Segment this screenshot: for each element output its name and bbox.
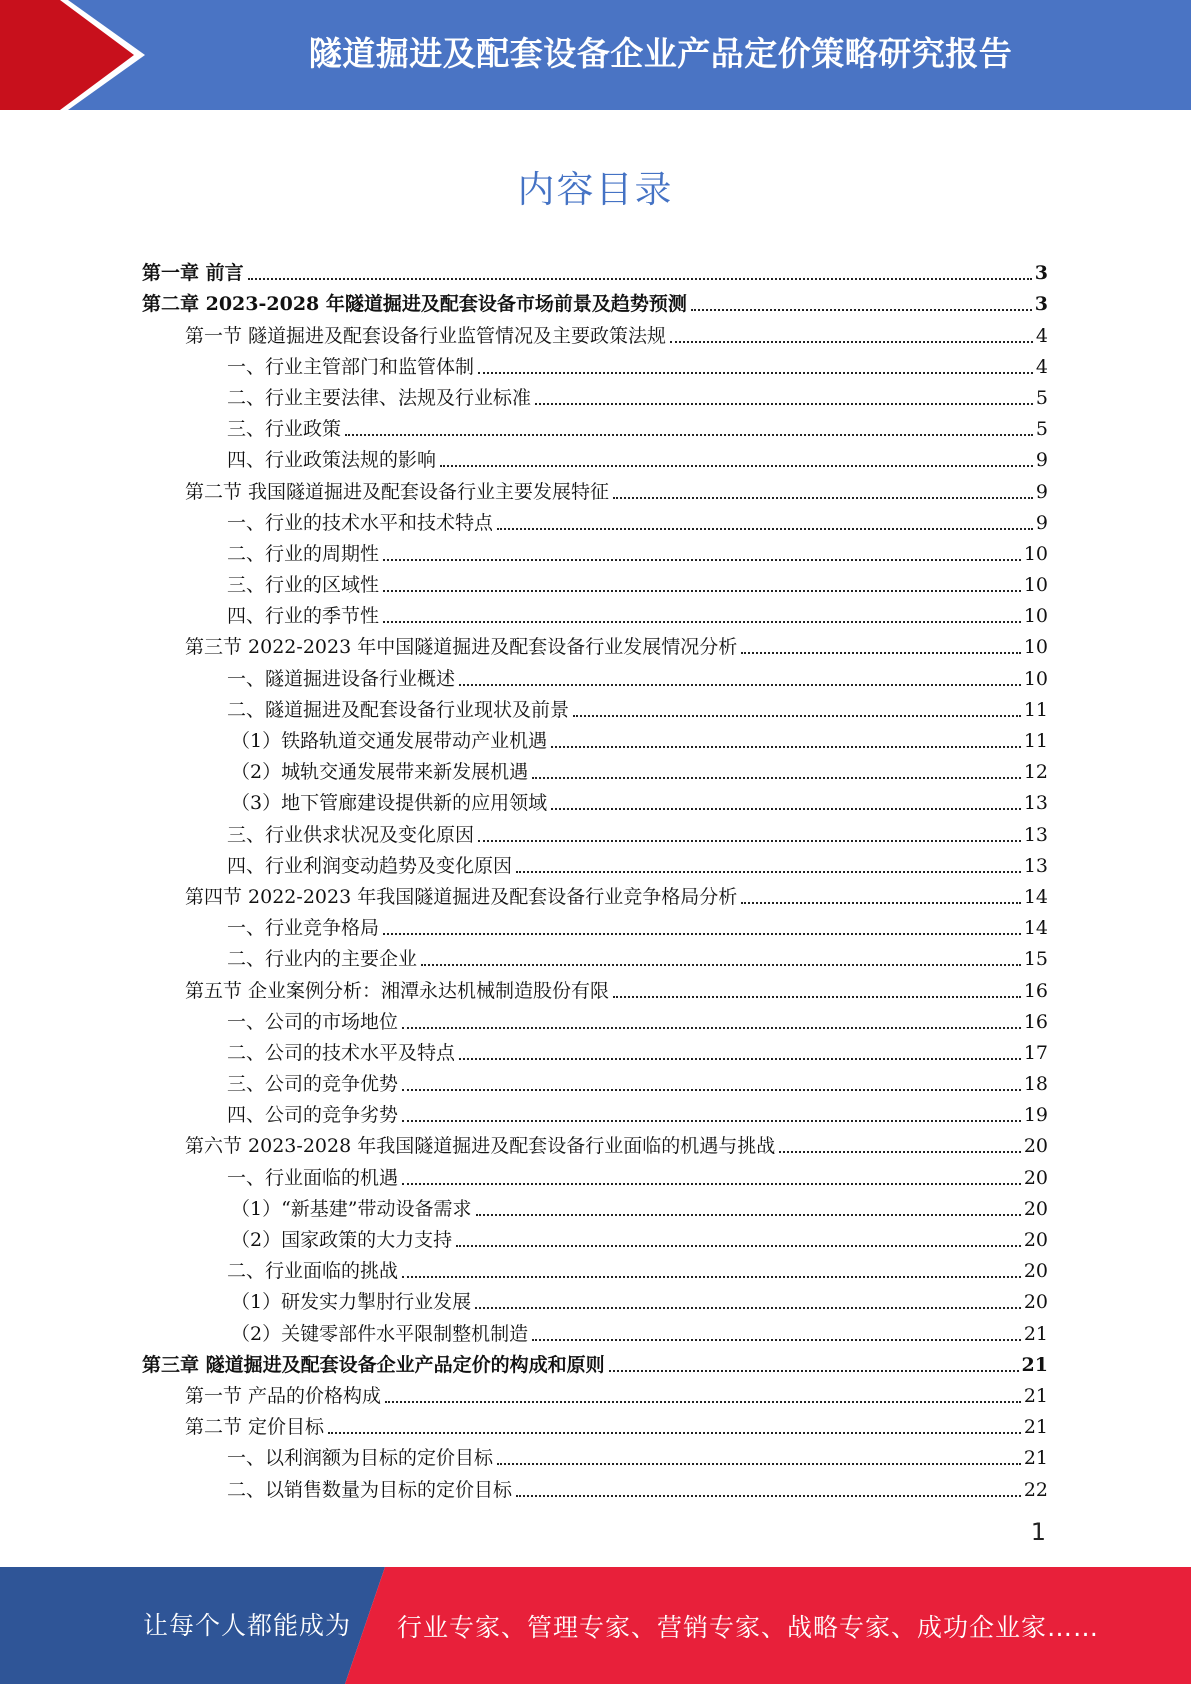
toc-entry-page: 10 <box>1023 542 1048 565</box>
toc-dot-leader <box>741 902 1021 904</box>
toc-dot-leader <box>516 1495 1021 1497</box>
toc-dot-leader <box>402 1120 1021 1122</box>
toc-entry[interactable] <box>142 659 1048 690</box>
toc-entry-page: 20 <box>1023 1291 1048 1314</box>
footer-slogan-left: 让每个人都能成为 <box>143 1611 352 1640</box>
toc-entry-page: 21 <box>1023 1384 1048 1407</box>
toc-entry[interactable] <box>142 909 1048 940</box>
toc-entry[interactable] <box>142 753 1048 784</box>
toc-entry[interactable] <box>142 1252 1048 1283</box>
page-number: 1 <box>1030 1518 1046 1546</box>
toc-dot-leader <box>573 715 1021 717</box>
toc-entry-title: 第一节 产品的价格构成 <box>185 1384 382 1407</box>
toc-entry-title: （1）铁路轨道交通发展带动产业机遇 <box>231 730 548 752</box>
toc-entry-page: 16 <box>1023 979 1048 1002</box>
footer-band <box>0 1567 1191 1684</box>
toc-entry-page: 22 <box>1023 1478 1048 1501</box>
toc-dot-leader <box>402 1027 1021 1029</box>
toc-dot-leader <box>535 403 1033 405</box>
report-title: 隧道掘进及配套设备企业产品定价策略研究报告 <box>308 34 1013 73</box>
toc-entry-title: 三、行业政策 <box>227 418 342 441</box>
toc-entry-page: 20 <box>1023 1260 1048 1283</box>
toc-entry-page: 18 <box>1023 1073 1048 1096</box>
toc-entry-title: 四、行业的季节性 <box>227 605 380 628</box>
toc-dot-leader <box>383 590 1021 592</box>
toc-dot-leader <box>497 528 1033 530</box>
toc-entry-page: 4 <box>1035 355 1048 378</box>
toc-entry[interactable] <box>142 1003 1048 1034</box>
red-arrow-shape <box>0 0 160 110</box>
toc-entry[interactable] <box>142 504 1048 535</box>
toc-entry-page: 20 <box>1023 1166 1048 1189</box>
toc-entry[interactable] <box>142 1034 1048 1065</box>
toc-entry[interactable] <box>142 379 1048 410</box>
toc-entry-page: 9 <box>1035 449 1048 472</box>
toc-entry-page: 3 <box>1034 262 1048 285</box>
toc-entry-page: 14 <box>1023 917 1048 940</box>
toc-entry-title: 四、公司的竞争劣势 <box>227 1104 399 1127</box>
toc-dot-leader <box>478 372 1033 374</box>
toc-entry-page: 5 <box>1035 418 1048 441</box>
toc-entry-page: 10 <box>1023 667 1048 690</box>
toc-entry-title: 第三章 隧道掘进及配套设备企业产品定价的构成和原则 <box>142 1353 605 1376</box>
toc-entry[interactable] <box>142 784 1048 815</box>
toc-dot-leader <box>551 808 1021 810</box>
toc-entry[interactable] <box>142 1346 1048 1377</box>
toc-dot-leader <box>459 684 1021 686</box>
toc-entry[interactable] <box>142 472 1048 503</box>
toc-entry[interactable] <box>142 971 1048 1002</box>
toc-entry-title: 一、行业主管部门和监管体制 <box>227 355 475 378</box>
toc-dot-leader <box>532 777 1021 779</box>
toc-dot-leader <box>421 964 1021 966</box>
toc-entry[interactable] <box>142 847 1048 878</box>
toc-entry-title: （3）地下管廊建设提供新的应用领域 <box>231 792 548 815</box>
toc-entry-title: 三、行业的区域性 <box>227 574 380 597</box>
toc-entry[interactable] <box>142 940 1048 971</box>
toc-dot-leader <box>345 434 1033 436</box>
toc-dot-leader <box>532 1339 1021 1341</box>
toc-dot-leader <box>497 1463 1021 1465</box>
toc-entry-page: 21 <box>1021 1353 1048 1376</box>
toc-entry[interactable] <box>142 1096 1048 1127</box>
toc-entry-page: 13 <box>1023 792 1048 815</box>
toc-entry-page: 11 <box>1023 730 1048 752</box>
toc-dot-leader <box>402 1089 1021 1091</box>
toc-dot-leader <box>328 1432 1021 1434</box>
toc-entry[interactable] <box>142 566 1048 597</box>
toc-dot-leader <box>248 278 1032 280</box>
toc-entry-page: 10 <box>1023 605 1048 628</box>
toc-entry-title: 第六节 2023-2028 年我国隧道掘进及配套设备行业面临的机遇与挑战 <box>185 1135 776 1158</box>
toc-entry-title: 第三节 2022-2023 年中国隧道掘进及配套设备行业发展情况分析 <box>185 636 738 659</box>
toc-entry-title: （1）“新基建”带动设备需求 <box>231 1197 472 1220</box>
toc-entry-page: 20 <box>1023 1229 1048 1251</box>
toc-entry-title: 一、以利润额为目标的定价目标 <box>227 1447 494 1470</box>
toc-entry[interactable] <box>142 1065 1048 1096</box>
toc-entry-title: 一、公司的市场地位 <box>227 1010 399 1033</box>
toc-dot-leader <box>551 746 1021 748</box>
toc-heading: 内容目录 <box>517 168 674 211</box>
toc-entry-page: 11 <box>1023 698 1048 721</box>
toc-entry-page: 5 <box>1035 386 1048 409</box>
footer-slogan-right: 行业专家、管理专家、营销专家、战略专家、成功企业家…… <box>397 1613 1100 1642</box>
toc-entry[interactable] <box>142 722 1048 753</box>
toc-dot-leader <box>385 1401 1021 1403</box>
toc-entry-page: 21 <box>1023 1447 1048 1470</box>
toc-dot-leader <box>516 871 1021 873</box>
toc-dot-leader <box>402 1276 1021 1278</box>
toc-entry-title: 一、行业的技术水平和技术特点 <box>227 511 494 534</box>
toc-entry-title: 三、公司的竞争优势 <box>227 1073 399 1096</box>
toc-entry-page: 4 <box>1035 324 1048 347</box>
toc-entry-title: 四、行业政策法规的影响 <box>227 449 437 472</box>
toc-entry[interactable] <box>142 1158 1048 1189</box>
toc-entry-title: 第一节 隧道掘进及配套设备行业监管情况及主要政策法规 <box>185 324 667 347</box>
toc-entry-title: 二、行业内的主要企业 <box>227 948 418 971</box>
toc-entry-title: 二、以销售数量为目标的定价目标 <box>227 1478 513 1501</box>
toc-entry-title: 二、隧道掘进及配套设备行业现状及前景 <box>227 698 570 721</box>
toc-entry-title: 第四节 2022-2023 年我国隧道掘进及配套设备行业竞争格局分析 <box>185 885 738 908</box>
toc-dot-leader <box>609 1370 1019 1372</box>
toc-entry[interactable] <box>142 441 1048 472</box>
toc-entry[interactable] <box>142 254 1048 285</box>
toc-dot-leader <box>613 996 1021 998</box>
toc-entry[interactable] <box>142 348 1048 379</box>
toc-entry-page: 20 <box>1023 1135 1048 1158</box>
toc-entry[interactable] <box>142 597 1048 628</box>
toc-dot-leader <box>478 840 1021 842</box>
toc-dot-leader <box>613 497 1033 499</box>
toc-entry-title: 一、行业面临的机遇 <box>227 1166 399 1189</box>
toc-dot-leader <box>476 1214 1021 1216</box>
toc-entry-title: 第二节 定价目标 <box>185 1416 325 1439</box>
toc-entry-title: 第二节 我国隧道掘进及配套设备行业主要发展特征 <box>185 480 610 503</box>
toc-entry[interactable] <box>142 1439 1048 1470</box>
toc-entry-title: 四、行业利润变动趋势及变化原因 <box>227 854 513 877</box>
toc-entry-page: 13 <box>1023 823 1048 846</box>
toc-entry-page: 13 <box>1023 854 1048 877</box>
header-band <box>0 0 1191 110</box>
toc-entry-title: 第五节 企业案例分析：湘潭永达机械制造股份有限 <box>185 979 610 1002</box>
toc-dot-leader <box>440 465 1033 467</box>
toc-entry-page: 21 <box>1023 1416 1048 1439</box>
table-of-contents <box>142 254 1048 1502</box>
toc-entry[interactable] <box>142 1190 1048 1221</box>
toc-entry-title: 一、隧道掘进设备行业概述 <box>227 667 456 690</box>
toc-entry[interactable] <box>142 1408 1048 1439</box>
toc-entry-title: （2）国家政策的大力支持 <box>231 1229 453 1251</box>
toc-entry-page: 19 <box>1023 1104 1048 1127</box>
toc-entry-page: 12 <box>1023 761 1048 784</box>
toc-entry-title: 二、行业的周期性 <box>227 542 380 565</box>
toc-dot-leader <box>691 309 1032 311</box>
toc-entry-page: 15 <box>1023 948 1048 971</box>
toc-dot-leader <box>459 1058 1021 1060</box>
toc-entry-title: 二、行业主要法律、法规及行业标准 <box>227 386 532 409</box>
toc-entry[interactable] <box>142 878 1048 909</box>
toc-entry-page: 9 <box>1035 480 1048 503</box>
toc-dot-leader <box>670 341 1033 343</box>
toc-entry-title: 一、行业竞争格局 <box>227 917 380 940</box>
toc-entry[interactable] <box>142 410 1048 441</box>
toc-dot-leader <box>456 1245 1021 1247</box>
toc-entry[interactable] <box>142 1314 1048 1345</box>
toc-entry-page: 9 <box>1035 511 1048 534</box>
toc-dot-leader <box>741 652 1021 654</box>
toc-entry[interactable] <box>142 1221 1048 1252</box>
toc-entry-title: （2）城轨交通发展带来新发展机遇 <box>231 761 529 784</box>
toc-entry[interactable] <box>142 691 1048 722</box>
toc-entry[interactable] <box>142 1377 1048 1408</box>
toc-dot-leader <box>402 1183 1021 1185</box>
toc-entry-title: 第二章 2023-2028 年隧道掘进及配套设备市场前景及趋势预测 <box>142 293 687 316</box>
toc-dot-leader <box>779 1151 1021 1153</box>
toc-entry-title: 二、行业面临的挑战 <box>227 1260 399 1283</box>
toc-dot-leader <box>383 933 1021 935</box>
toc-entry[interactable] <box>142 815 1048 846</box>
toc-dot-leader <box>383 621 1021 623</box>
toc-entry-title: 二、公司的技术水平及特点 <box>227 1041 456 1064</box>
toc-dot-leader <box>383 559 1021 561</box>
toc-entry[interactable] <box>142 285 1048 316</box>
toc-entry-title: （2）关键零部件水平限制整机制造 <box>231 1322 529 1345</box>
toc-entry[interactable] <box>142 316 1048 347</box>
toc-entry-title: 三、行业供求状况及变化原因 <box>227 823 475 846</box>
toc-entry-page: 3 <box>1034 293 1048 316</box>
toc-entry[interactable] <box>142 628 1048 659</box>
toc-entry-page: 17 <box>1023 1041 1048 1064</box>
toc-dot-leader <box>475 1307 1021 1309</box>
toc-entry[interactable] <box>142 1127 1048 1158</box>
toc-entry-page: 10 <box>1023 636 1048 659</box>
toc-entry[interactable] <box>142 535 1048 566</box>
toc-entry-page: 20 <box>1023 1197 1048 1220</box>
toc-entry-page: 21 <box>1023 1322 1048 1345</box>
toc-entry-title: （1）研发实力掣肘行业发展 <box>231 1291 472 1314</box>
toc-entry-title: 第一章 前言 <box>142 262 244 285</box>
toc-entry[interactable] <box>142 1283 1048 1314</box>
toc-entry-page: 10 <box>1023 574 1048 597</box>
toc-entry-page: 14 <box>1023 885 1048 908</box>
toc-entry-page: 16 <box>1023 1010 1048 1033</box>
toc-entry[interactable] <box>142 1470 1048 1501</box>
